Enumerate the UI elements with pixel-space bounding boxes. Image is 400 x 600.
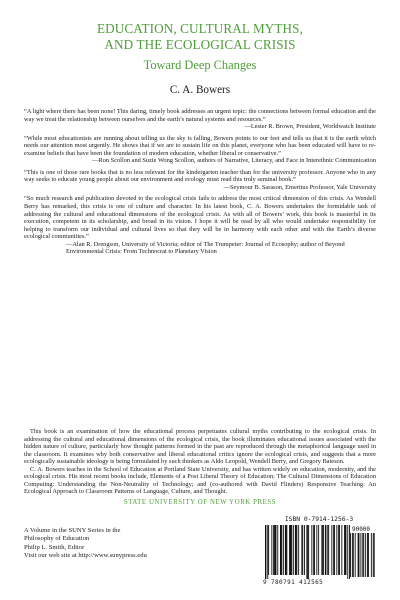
barcode-bar	[265, 525, 266, 579]
barcode-addon-bar	[350, 533, 351, 577]
blurb-quote: “A light where there has been none! This daring, timely book addresses an urgent topic: the connections between formal education and the way we treat the relationship between ourselves and the earth’s natural systems and resources.”	[24, 108, 376, 123]
blurb-attribution: —Seymour B. Sarason, Emeritus Professor, Yale University	[223, 183, 376, 191]
barcode-addon-bar	[358, 533, 359, 577]
barcode-icon	[263, 525, 375, 579]
barcode-bar	[322, 525, 323, 575]
title-line-1: EDUCATION, CULTURAL MYTHS,	[96, 21, 304, 36]
barcode-bar	[308, 525, 309, 579]
book-subtitle: Toward Deep Changes	[143, 58, 257, 72]
blurb-attribution: —Alan R. Drengson, University of Victoria; editor of The Trumpeter: Journal of Ecosophy; author of Beyond Environmental Crisis: From Technocrat to Planetary Vision	[66, 240, 345, 256]
barcode-addon-bar	[373, 533, 374, 577]
barcode-addon-bar	[360, 533, 361, 577]
barcode-bar	[333, 525, 334, 575]
barcode-block	[263, 516, 375, 588]
series-info	[24, 527, 224, 561]
author-bio: C. A. Bowers teaches in the School of Education at Portland State University, and has written widely on education, modernity, and the ecological crisis. His most recent books include, Elements of a Post Liberal Theory of Education; The Cultural Dimensions of Education Computing: Understanding the Non-Neutrality of Technology; and (co-authored with David Flinders) Responsive Teaching: An Ecological Approach to Classroom Patterns of Language, Culture, and Thought.	[24, 465, 376, 496]
barcode-bar	[327, 525, 328, 575]
barcode-bar	[271, 525, 272, 575]
barcode-addon-bar	[355, 533, 356, 577]
blurb-quote: “So much research and publication devoted to the ecological crisis fails to address the most critical dimension of this crisis. As Wendell Berry has remarked, this crisis is one of culture and character. In his latest book, C. A. Bowers undertakes the formidable task of addressing the cultural and educational dimensions of the ecological crisis. As with all of Bowers’ work, this book is masterful in its execution, competent in its scholarship, and broad in its vision. I hope it will be read by all who would undertake responsibility for helping to transform our individual and cultural lives so that they will be in harmony with each other and with the Earth’s diverse ecological communities.”	[24, 195, 376, 241]
barcode-bar	[275, 525, 276, 575]
author-name: C. A. Bowers	[169, 84, 231, 96]
barcode-addon-bar	[362, 533, 363, 577]
barcode-bar	[347, 525, 348, 579]
barcode-bar	[336, 525, 337, 575]
title-line-2: AND THE ECOLOGICAL CRISIS	[104, 37, 296, 52]
barcode-addon-bar	[371, 533, 372, 577]
barcode-bar	[290, 525, 291, 575]
barcode-bar	[349, 525, 350, 579]
barcode-bar	[328, 525, 329, 575]
barcode-bar	[323, 525, 324, 575]
barcode-bar	[318, 525, 319, 575]
barcode-bar	[345, 525, 346, 575]
barcode-bar	[339, 525, 340, 575]
barcode-bar	[331, 525, 332, 575]
barcode-addon-bar	[352, 533, 353, 577]
barcode-bar	[338, 525, 339, 575]
barcode-bar	[307, 525, 308, 579]
barcode-bar	[268, 525, 269, 575]
barcode-bar	[293, 525, 294, 575]
barcode-bar	[313, 525, 314, 575]
barcode-bar	[295, 525, 296, 575]
barcode-bar	[289, 525, 290, 575]
barcode-bar	[277, 525, 278, 575]
barcode-addon-bar	[367, 533, 368, 577]
description-paragraph: This book is an examination of how the educational process perpetuates cultural myths contributing to the ecological crisis. In addressing the cultural and educational dimensions of the ecological crisis, the book illuminates educational issues associated with the hidden nature of culture, particularly how thought patterns formed in the past are reproduced through the metaphorical language used in the classroom. It examines why both conservative and liberal educational critics ignore the ecological crisis, and suggests that a more ecologically sustainable ideology is being formulated by such thinkers as Aldo Leopold, Wendell Berry, and Gregory Bateson.	[24, 428, 376, 466]
barcode-bar	[344, 525, 345, 575]
barcode-bar	[302, 525, 303, 575]
barcode-bar	[286, 525, 287, 575]
barcode-bar	[306, 525, 307, 579]
barcode-bar	[316, 525, 317, 575]
price-code: 90000	[351, 526, 371, 533]
barcode-addon-bar	[368, 533, 369, 577]
barcode-bar	[267, 525, 268, 579]
barcode-bar	[341, 525, 342, 575]
blurb-attribution: —Ron Scollon and Suzie Wong Scollon, authors of Narrative, Literacy, and Face in Interethnic Communication	[92, 157, 376, 165]
series-editor: Philip L. Smith, Editor	[24, 543, 85, 551]
barcode-bar	[301, 525, 302, 575]
barcode-bar	[273, 525, 274, 575]
barcode-bar	[283, 525, 284, 575]
ean-digits: 9 780791 412565	[263, 579, 324, 586]
blurb-attribution: —Lester R. Brown, President, Worldwatch Institute	[244, 123, 376, 131]
barcode-addon-bar	[359, 533, 360, 577]
barcode-bar	[325, 525, 326, 575]
barcode-bar	[314, 525, 315, 575]
barcode-addon-bar	[353, 533, 354, 577]
barcode-bar	[296, 525, 297, 575]
barcode-addon-bar	[363, 533, 364, 577]
barcode-bar	[291, 525, 292, 575]
isbn-text: ISBN 0-7914-1256-3	[284, 516, 354, 523]
barcode-bar	[311, 525, 312, 575]
barcode-addon-bar	[374, 533, 375, 577]
barcode-bar	[281, 525, 282, 575]
book-title	[20, 21, 380, 53]
blurb-quote: “While most educationists are running about telling us the sky is falling, Bowers points to our feet and tells us that it is the earth which needs our attention most urgently. He shows that if we are to sustain life on this planet, everyone who has been educated will have to re-examine beliefs that have been the foundation of modern education, whether liberal or conservative.”	[24, 134, 376, 157]
book-description	[24, 428, 376, 496]
series-line: Philosophy of Education	[24, 535, 90, 543]
barcode-bar	[285, 525, 286, 575]
blurb-quote: “This is one of those rare books that is no less relevant for the kindergarten teacher than for the university professor. Anyone who in any way seeks to educate young people about our environment and ecology must read this truly seminal book.”	[24, 168, 376, 184]
barcode-bar	[334, 525, 335, 575]
barcode-bar	[298, 525, 299, 575]
endorsements	[24, 108, 376, 260]
publisher-name: STATE UNIVERSITY OF NEW YORK PRESS	[123, 499, 277, 506]
barcode-bar	[274, 525, 275, 575]
barcode-bar	[280, 525, 281, 575]
website-line: Visit our web site at http://www.sunypress.edu	[24, 552, 147, 560]
barcode-bar	[321, 525, 322, 575]
barcode-bar	[304, 525, 305, 575]
barcode-addon-bar	[365, 533, 366, 577]
series-line: A Volume in the SUNY Series in the	[24, 527, 121, 534]
